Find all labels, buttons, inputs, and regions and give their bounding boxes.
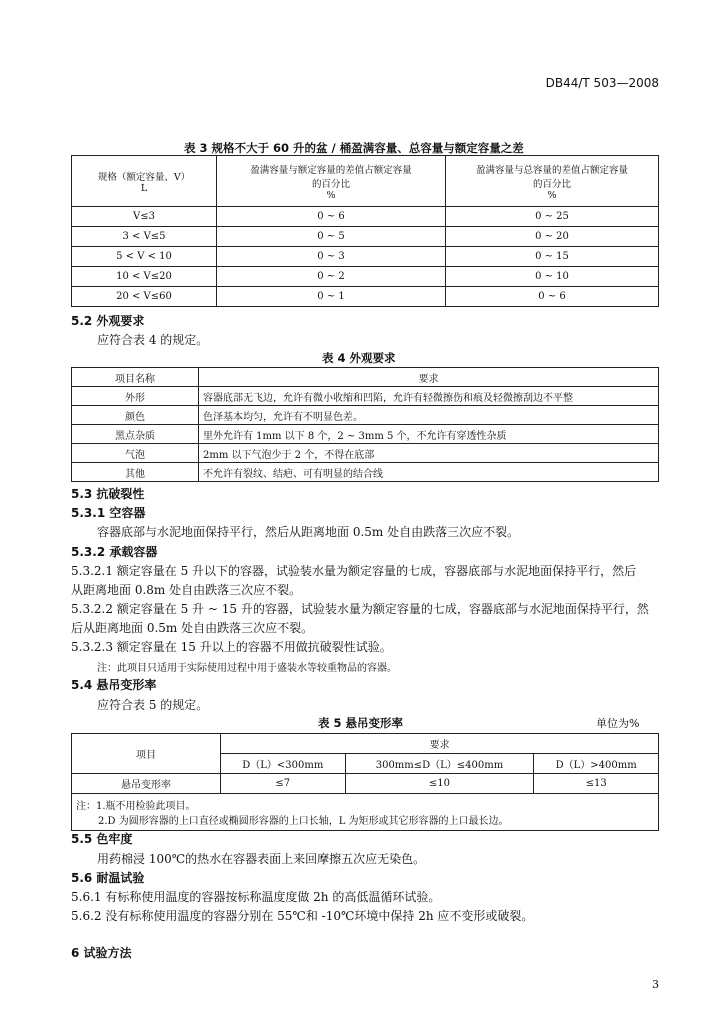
section-5-3-2-3: 5.3.2.3 额定容量在 15 升以上的容器不用做抗破裂性试验。: [71, 640, 392, 654]
section-5-3-note: 注：此项目只适用于实际使用过程中用于盛装水等较重物品的容器。: [97, 663, 397, 674]
table-row: 其他 不允许有裂纹、结疤、可有明显的结合线: [72, 463, 659, 482]
section-5-2-title: 5.2 外观要求: [71, 314, 145, 328]
section-5-3-2-title: 5.3.2 承载容器: [71, 545, 158, 559]
section-5-3-title: 5.3 抗破裂性: [71, 487, 145, 501]
table5-notes: 注：1.瓶不用检验此项目。 2.D 为圆形容器的上口直径或椭圆形容器的上口长轴，L 为矩形或其它形容器的上口最长边。: [72, 794, 659, 831]
table5-head-item: 项目: [72, 734, 221, 774]
section-5-3-2-2-line1: 5.3.2.2 额定容量在 5 升 ~ 15 升的容器，试验装水量为额定容量的七成，容器底部与水泥地面保持平行，然: [71, 602, 649, 616]
table4-caption: 表 4 外观要求: [322, 351, 396, 365]
table3-caption: 表 3 规格不大于 60 升的盆 / 桶盈满容量、总容量与额定容量之差: [184, 141, 524, 155]
section-5-3-1-title: 5.3.1 空容器: [71, 506, 146, 520]
table-row: V≤3 0 ~ 6 0 ~ 25: [72, 207, 659, 227]
table5-head-requirement: 要求: [221, 734, 659, 754]
table-row: 悬吊变形率 ≤7 ≤10 ≤13: [72, 774, 659, 794]
section-5-5-text: 用药棉浸 100℃的热水在容器表面上来回摩擦五次应无染色。: [97, 852, 426, 866]
table-row: 3 < V≤5 0 ~ 5 0 ~ 20: [72, 227, 659, 247]
section-5-3-1-text: 容器底部与水泥地面保持平行，然后从距离地面 0.5m 处自由跌落三次应不裂。: [97, 525, 520, 539]
table5-caption: 表 5 悬吊变形率: [318, 716, 404, 730]
section-5-6-2: 5.6.2 没有标称使用温度的容器分别在 55℃和 -10℃环境中保持 2h 应不变形或破裂。: [71, 909, 534, 923]
table5: [71, 733, 659, 831]
table3: [71, 155, 659, 307]
section-6-title: 6 试验方法: [71, 946, 132, 960]
table-row: 10 < V≤20 0 ~ 2 0 ~ 10: [72, 267, 659, 287]
table5-unit: 单位为%: [596, 717, 640, 730]
section-5-5-title: 5.5 色牢度: [71, 832, 133, 846]
table3-head-spec: 规格（额定容量、V） L: [72, 156, 217, 207]
table3-head-diff2: 盈满容量与总容量的差值占额定容量 的百分比 %: [446, 156, 659, 207]
section-5-6-title: 5.6 耐温试验: [71, 871, 145, 885]
document-code: DB44/T 503—2008: [545, 76, 659, 90]
table-row: 20 < V≤60 0 ~ 1 0 ~ 6: [72, 287, 659, 307]
section-5-4-text: 应符合表 5 的规定。: [97, 698, 209, 712]
section-5-4-title: 5.4 悬吊变形率: [71, 678, 157, 692]
section-5-3-2-1-line2: 从距离地面 0.8m 处自由跌落三次应不裂。: [71, 583, 302, 597]
table-row: 5 < V < 10 0 ~ 3 0 ~ 15: [72, 247, 659, 267]
section-5-2-text: 应符合表 4 的规定。: [97, 333, 209, 347]
section-5-6-1: 5.6.1 有标称使用温度的容器按标称温度度做 2h 的高低温循环试验。: [71, 890, 441, 904]
table4: [71, 367, 659, 482]
table3-head-diff1: 盈满容量与额定容量的差值占额定容量 的百分比 %: [217, 156, 446, 207]
table-row: 外形 容器底部无飞边，允许有微小收缩和凹陷，允许有轻微擦伤和痕及轻微擦刮边不平整: [72, 387, 659, 406]
table-row: 颜色 色泽基本均匀，允许有不明显色差。: [72, 406, 659, 425]
table-header-row: 项目名称 要求: [72, 368, 659, 387]
table-row: 黑点杂质 里外允许有 1mm 以下 8 个，2 ~ 3mm 5 个，不允许有穿透性杂质: [72, 425, 659, 444]
table-header-row: D（L）<300mm 300mm≤D（L）≤400mm D（L）>400mm: [72, 754, 659, 774]
page-number: 3: [652, 978, 659, 991]
section-5-3-2-2-line2: 后从距离地面 0.5m 处自由跌落三次应不裂。: [71, 621, 314, 635]
table-row: 气泡 2mm 以下气泡少于 2 个，不得在底部: [72, 444, 659, 463]
section-5-3-2-1-line1: 5.3.2.1 额定容量在 5 升以下的容器，试验装水量为额定容量的七成，容器底部与水泥地面保持平行，然后: [71, 564, 637, 578]
